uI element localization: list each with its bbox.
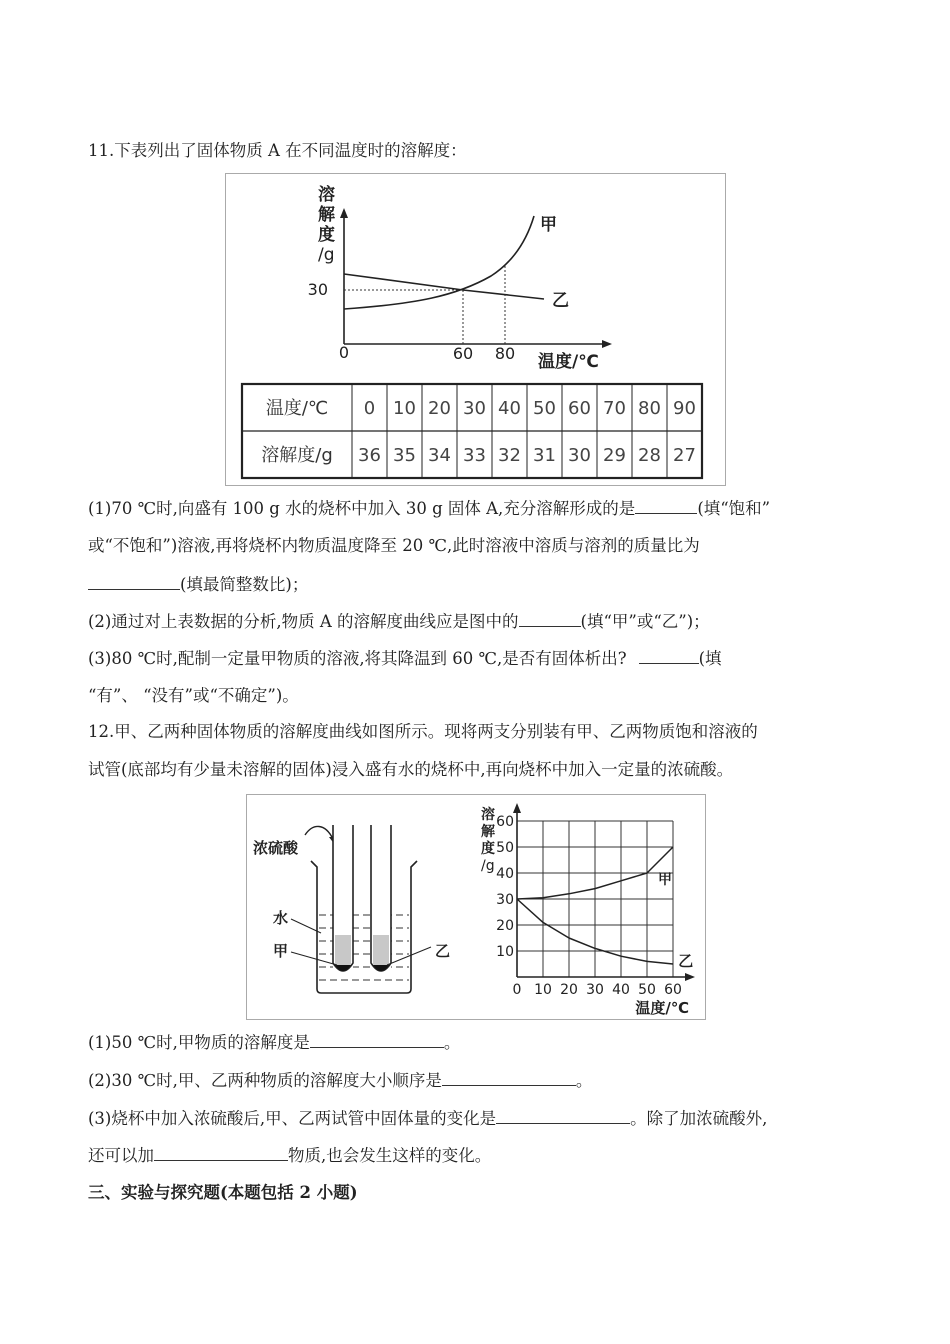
q11-label-jia: 甲 [540,215,557,235]
q12-acid-label: 浓硫酸 [253,839,299,857]
q11-solubility-graph [226,174,725,485]
q12-label-jia: 甲 [658,872,672,889]
q12-p3-line2 [88,1144,491,1167]
q11-table-cell-temp: 50 [533,398,556,419]
q12-y-tick: 10 [496,944,514,960]
q12-p2-text-b: 。 [575,1071,593,1090]
q11-table-cell-sol: 28 [638,445,661,466]
q11-p3-text-a: (3)80 ℃时,配制一定量甲物质的溶液,将其降温到 60 ℃,是否有固体析出? [88,649,627,668]
q12-intro-line1: 12.甲、乙两种固体物质的溶解度曲线如图所示。现将两支分别装有甲、乙两物质饱和溶液的 [88,722,758,741]
q12-water-label: 水 [273,909,289,927]
q11-p2-text-a: (2)通过对上表数据的分析,物质 A 的溶解度曲线应是图中的 [88,612,519,631]
section3-title: 三、实验与探究题(本题包括 2 小题) [88,1183,358,1202]
q11-p2-line [88,610,710,633]
q11-ylabel-char: 解 [318,205,335,225]
q11-p3-blank[interactable] [639,647,699,664]
q12-acid-arrow [305,826,333,839]
q12-p2-text-a: (2)30 ℃时,甲、乙两种物质的溶解度大小顺序是 [88,1071,442,1090]
q11-ylabel-char: /g [318,245,335,265]
q12-p1-line [88,1031,460,1054]
q12-yi-label: 乙 [435,942,451,960]
q11-p1-blank2[interactable] [88,573,180,590]
q12-x-arrow [685,973,695,981]
q12-x-tick: 20 [560,982,578,998]
q12-ylabel-char: 溶 [481,807,495,823]
q12-intro-line2: 试管(底部均有少量未溶解的固体)浸入盛有水的烧杯中,再向烧杯中加入一定量的浓硫酸。 [88,760,734,779]
q11-p1-blank1[interactable] [635,497,697,514]
q12-y-tick: 60 [496,814,514,830]
q12-label-yi: 乙 [678,952,694,970]
q12-figure-svg [247,795,705,1019]
q11-x-tick-80: 80 [494,344,516,363]
q12-y-arrow [513,803,521,813]
q12-tube-yi [371,825,391,975]
q11-p3-line2: “有”、 “没有”或“不确定”)。 [88,686,299,705]
q12-p3-text-a: (3)烧杯中加入浓硫酸后,甲、乙两试管中固体量的变化是 [88,1109,497,1128]
q11-y-arrow [340,208,348,218]
q11-table-cell-temp: 40 [498,398,521,419]
q11-p1-text-a: (1)70 ℃时,向盛有 100 g 水的烧杯中加入 30 g 固体 A,充分溶解形成的是 [88,499,636,518]
q12-y-tick: 50 [496,840,514,856]
q12-p3-line1 [88,1107,767,1130]
q12-p3-text-d: 物质,也会发生这样的变化。 [288,1146,492,1165]
q11-table-cell-sol: 30 [568,445,591,466]
q11-table-cell-sol: 31 [533,445,556,466]
q12-p1-blank[interactable] [310,1031,444,1048]
q12-x-tick: 60 [664,982,682,998]
q11-table-cell-sol: 32 [498,445,521,466]
q12-p3-blank2[interactable] [154,1144,288,1161]
q11-p2-text-b: (填“甲”或“乙”)； [580,612,710,631]
q11-p1-line1 [88,497,770,520]
q11-table-cell-sol: 27 [673,445,696,466]
q11-table-cell-temp: 70 [603,398,626,419]
q11-x-arrow [602,340,612,348]
q11-table-cell-sol: 33 [463,445,486,466]
q11-p1-text-b: (填“饱和” [697,499,771,518]
q11-ylabel [318,184,336,265]
q12-x-tick: 30 [586,982,604,998]
q12-p3-blank1[interactable] [496,1107,630,1124]
q11-table-head-sol: 溶解度/g [261,445,333,466]
q12-x-tick: 0 [512,982,522,998]
q11-label-yi: 乙 [552,291,569,311]
q12-tube-jia [333,825,353,975]
q12-beaker [311,861,417,993]
q12-ylabel-char: 解 [481,824,495,840]
q12-y-tick: 40 [496,866,514,882]
q11-table-head-temp: 温度/℃ [265,398,329,419]
q12-x-tick: 50 [638,982,656,998]
q12-x-tick: 40 [612,982,630,998]
q12-ylabel-char: 度 [481,841,495,857]
q12-y-tick: 30 [496,892,514,908]
q12-apparatus [253,825,450,993]
q12-p3-text-b: 。除了加浓硫酸外, [630,1109,768,1128]
q12-p2-line [88,1069,592,1092]
q11-table-cell-temp: 30 [463,398,486,419]
q11-table-cell-sol: 29 [603,445,626,466]
q12-y-tick: 20 [496,918,514,934]
q11-p1-line3 [88,573,308,596]
q12-ylabel-char: /g [481,858,495,874]
q11-table-cell-temp: 90 [673,398,696,419]
q11-table-cell-temp: 60 [568,398,591,419]
q11-table-cell-sol: 36 [358,445,381,466]
q12-xlabel: 温度/℃ [635,999,689,1017]
q11-figure [225,173,726,486]
q11-p2-blank[interactable] [519,610,581,627]
q12-p2-blank[interactable] [442,1069,576,1086]
q11-table-cell-temp: 80 [638,398,661,419]
q12-p3-text-c: 还可以加 [88,1146,154,1165]
q12-p1-text-b: 。 [443,1033,461,1052]
q11-ylabel-char: 溶 [318,185,335,205]
q11-ylabel-char: 度 [318,225,335,245]
q12-p1-text-a: (1)50 ℃时,甲物质的溶解度是 [88,1033,310,1052]
q11-y-tick: 30 [307,280,328,299]
q11-table [242,384,702,478]
q12-ylabel [481,806,496,874]
q12-x-tick: 10 [534,982,552,998]
q11-p3-line1 [88,647,722,670]
q11-table-cell-temp: 20 [428,398,451,419]
q11-table-cell-temp: 10 [393,398,416,419]
q11-p1-line2: 或“不饱和”)溶液,再将烧杯内物质温度降至 20 ℃,此时溶液中溶质与溶剂的质量比为 [88,536,700,555]
q11-x-tick-60: 60 [452,344,474,363]
q11-table-cell-temp: 0 [363,398,376,419]
q11-p3-text-b: (填 [698,649,722,668]
q11-p1-text-d: (填最简整数比)； [180,575,309,594]
q12-figure [246,794,706,1020]
q11-xlabel: 温度/℃ [538,352,599,372]
q12-chart [481,803,695,1017]
q12-jia-label: 甲 [273,942,289,960]
q11-intro: 11.下表列出了固体物质 A 在不同温度时的溶解度： [88,141,467,160]
q11-origin: 0 [338,343,350,362]
q11-table-cell-sol: 34 [428,445,451,466]
q11-table-cell-sol: 35 [393,445,416,466]
q12-yi-pointer [387,947,431,965]
